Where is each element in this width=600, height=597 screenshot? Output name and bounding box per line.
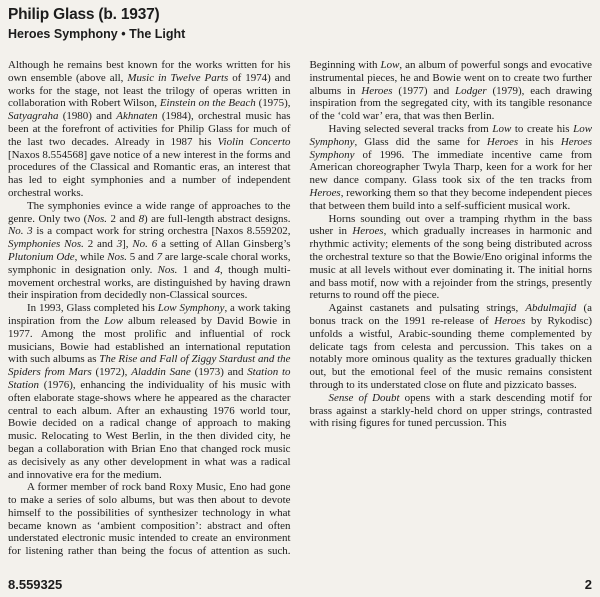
page-number: 2 (584, 577, 592, 592)
paragraph: Against castanets and pulsating strings, Abdulmajid (a bonus track on the 1991 re-release of Heroes by Rykodisc) unfolds a wistful, Arabic-sounding theme complemented by delicate tags from celesta and percussion. This takes on a notably more ominous quality as the textures gradually thicken out, but the emotional feel of the music remains consistent through to its understated close on flute and pizzicato basses. (309, 302, 592, 391)
paragraph: Having selected several tracks from Low to create his Low Symphony, Glass did the same for Heroes in his Heroes Symphony of 1996. The immediate incentive came from American choreographer Twyla Tharp, keen for a work for her new dance company. Glass took six of the ten tracks from Heroes, reworking them so that they become independent pieces that between them build into a self-sufficient musical work. (309, 122, 592, 212)
italic-title: Low (492, 122, 512, 135)
italic-title: Low Symphony (157, 302, 225, 315)
italic-title: Low (104, 314, 124, 327)
italic-title: Nos. (157, 263, 178, 276)
paragraph: Although he remains best known for the works written for his own ensemble (above all, Music in Twelve Parts of 1974) and works for the stage, not least the trilogy of operas written in collaboration with Robert Wilson, Einstein on the Beach (1975), Satyagraha (1980) and Akhnaten (1984), orchestral music has been at the forefront of activities for Philip Glass for much of the last two decades. Already in 1987 his Violin Concerto [Naxos 8.554568] gave notice of a new interest in the forms and procedures of the Classical and Romantic eras, an interest that has led to eight symphonies and a number of independent orchestral works. (8, 59, 291, 199)
italic-title: Satyagraha (8, 110, 59, 123)
italic-title: Heroes (486, 135, 519, 148)
footer (8, 577, 592, 592)
italic-title: Heroes Symphony (309, 135, 592, 161)
italic-title: Heroes (494, 314, 526, 327)
italic-title: 8 (138, 212, 145, 225)
italic-title: Akhnaten (116, 110, 158, 123)
italic-title: Low (380, 59, 400, 71)
italic-title: 4 (214, 263, 221, 276)
paragraph: Sense of Doubt opens with a stark descending motif for brass against a starkly-held chord on upper strings, contrasted with rising figures for tuned percussion. This (309, 391, 592, 430)
italic-title: Low Symphony (309, 122, 592, 148)
italic-title: Lodger (455, 84, 487, 97)
italic-title: Abdulmajid (525, 302, 577, 315)
italic-title: Symphonies Nos. (8, 238, 84, 251)
italic-title: The Rise and Fall of Ziggy Stardust and the Spiders from Mars (8, 353, 291, 379)
italic-title: Music in Twelve Parts (127, 71, 229, 84)
header (8, 6, 592, 41)
italic-title: No. 6 (132, 238, 158, 251)
italic-title: Heroes (352, 225, 384, 238)
italic-title: Sense of Doubt (328, 391, 400, 404)
italic-title: Nos. (107, 250, 127, 263)
italic-title: Einstein on the Beach (159, 97, 256, 110)
italic-title: Plutonium Ode (8, 250, 75, 263)
paragraph: A former member of rock band Roxy Music, Eno had gone to make a series of solo albums, but was then about to devote himself to the possibilities of synthesizer technology in what became known as ‘ambient composition’: abstract and often understated electronic music intended to create an environment for listening rather than being the focus of attention as such. Beginning with Low, an album of powerful songs and evocative instrumental pieces, he and Bowie went on to create two further albums in Heroes (1977) and Lodger (1979), each drawing inspiration from the segregated city, with its tangible resonance of the ‘cold war’ era, that was then Berlin. (8, 59, 592, 558)
page-subtitle: Heroes Symphony • The Light (8, 27, 186, 41)
page-title: Philip Glass (b. 1937) (8, 6, 160, 23)
italic-title: 7 (156, 250, 163, 263)
italic-title: 3 (116, 238, 123, 251)
catalog-number: 8.559325 (8, 577, 63, 592)
body-text (8, 59, 592, 559)
italic-title: No. 3 (8, 225, 33, 238)
italic-title: Heroes (309, 186, 341, 199)
paragraph: The symphonies evince a wide range of approaches to the genre. Only two (Nos. 2 and 8) are full-length abstract designs. No. 3 is a compact work for string orchestra [Naxos 8.559202, Symphonies Nos. 2 and 3], No. 6 a setting of Allan Ginsberg’s Plutonium Ode, while Nos. 5 and 7 are large-scale choral works, symphonic in designation only. Nos. 1 and 4, though multi-movement orchestral works, are distinguished by having drawn their inspiration from decidedly non-Classical sources. (8, 199, 291, 302)
paragraph: In 1993, Glass completed his Low Symphony, a work taking inspiration from the Low album released by David Bowie in 1977. Among the most prolific and influential of rock musicians, Bowie had established an international reputation with such albums as The Rise and Fall of Ziggy Stardust and the Spiders from Mars (1972), Aladdin Sane (1973) and Station to Station (1976), enhancing the individuality of his music with often elaborate stage-shows where he appeared as the character central to each album. After an exhausting 1976 world tour, Bowie decided on a radical change of approach to making music. Relocating to West Berlin, in the then divided city, he began a collaboration with Brian Eno that changed rock music as decisively as any other development in what was a radical and innovative era for the medium. (8, 302, 291, 481)
paragraph: Horns sounding out over a tramping rhythm in the bass usher in Heroes, which gradually increases in harmonic and rhythmic activity; elements of the song being distributed across the orchestral texture so that the Bowie/Eno original informs the music at all levels without ever dominating it. The initial horns and bass motif, now with a rejoinder from the strings, presently returns to round off the piece. (309, 212, 593, 302)
italic-title: Aladdin Sane (131, 366, 191, 379)
italic-title: Heroes (361, 84, 393, 97)
italic-title: Violin Concerto (217, 135, 291, 148)
italic-title: Station to Station (8, 366, 291, 391)
italic-title: Nos. (87, 212, 108, 225)
